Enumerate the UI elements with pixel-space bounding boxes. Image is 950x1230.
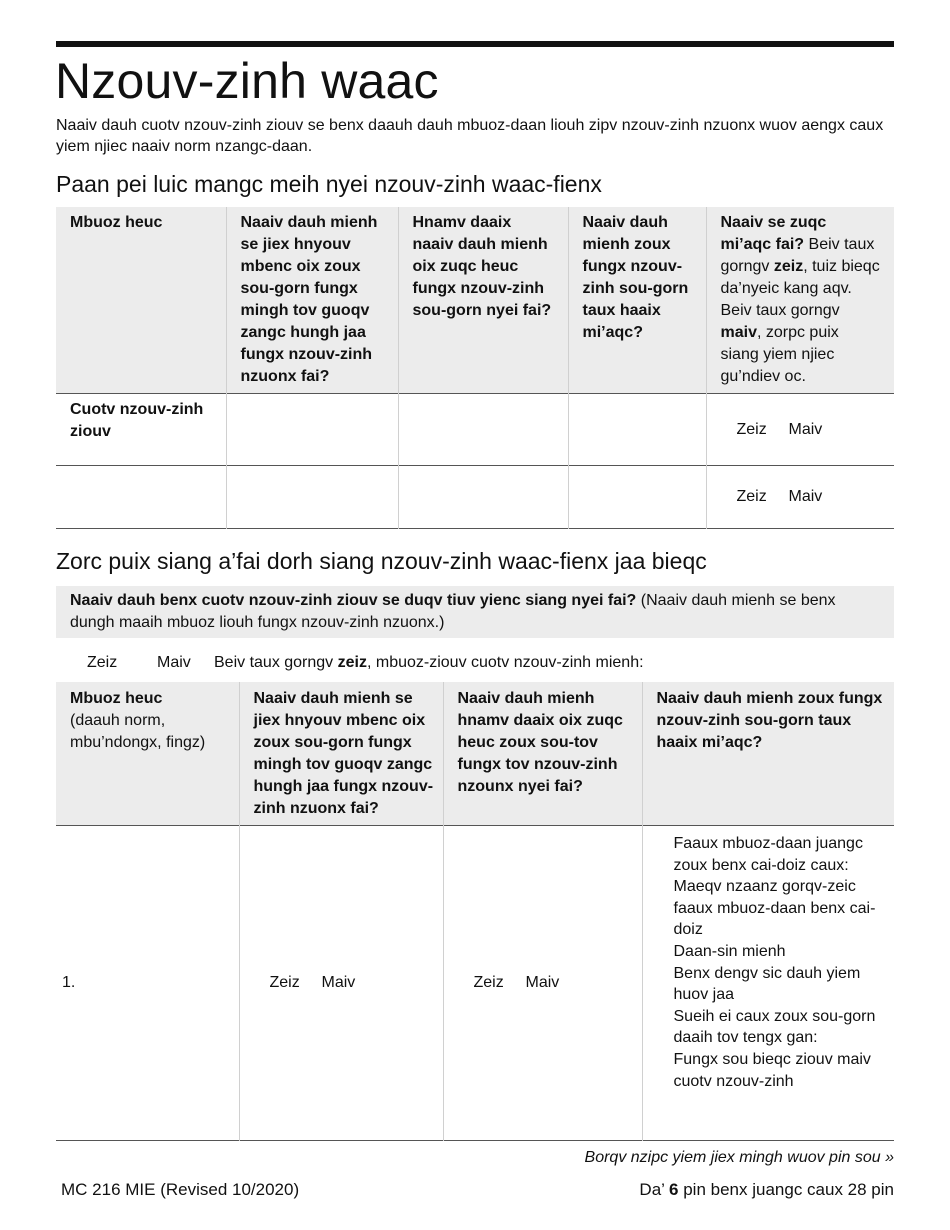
no-option[interactable]: Maiv	[788, 488, 823, 505]
row-name-cell: Cuotv nzouv-zinh ziouv	[70, 401, 204, 440]
joint-filer-question	[56, 586, 894, 638]
col-required-header: Hnamv daaix naaiv dauh mienh oix zuqc heuc fungx nzouv-zinh sou-gorn nyei fai?	[398, 207, 568, 394]
answer-instruction-1: Beiv taux gorngv	[214, 654, 338, 671]
answer-instruction-2: , mbuoz-ziouv cuotv nzouv-zinh mienh:	[366, 654, 644, 671]
dependent-instruction-1: Beiv taux gorngv	[720, 236, 875, 275]
yes-option[interactable]: Zeiz	[736, 420, 767, 438]
household-members-table	[56, 682, 894, 1141]
page-prefix: Da’	[639, 1180, 670, 1199]
table-header-row	[56, 207, 894, 394]
table-row	[56, 826, 894, 1141]
no-option[interactable]: Maiv	[157, 654, 191, 671]
filing-option-single[interactable]: Daan-sin mienh	[673, 942, 786, 960]
next-page-note: Borqv nzipc yiem jiex mingh wuov pin sou »	[584, 1149, 894, 1166]
yes-option[interactable]: Zeiz	[269, 974, 300, 991]
top-rule	[56, 41, 894, 47]
no-option[interactable]: Maiv	[321, 974, 356, 991]
col-name-header	[56, 682, 239, 826]
filing-option-married-joint[interactable]: Faaux mbuoz-daan juangc zoux benx cai-doiz caux:	[673, 835, 863, 874]
col-name-header: Mbuoz heuc	[56, 207, 226, 394]
page-title: Nzouv-zinh waac	[55, 53, 439, 109]
page-current: 6	[669, 1180, 679, 1199]
row-intend-file-choice	[239, 826, 443, 1141]
filing-option-head-of-household[interactable]: Benx dengv sic dauh yiem huov jaa	[673, 964, 861, 1004]
row-name-cell[interactable]	[56, 466, 226, 529]
row-required-cell[interactable]	[398, 466, 568, 529]
table-row	[56, 394, 894, 466]
dependent-instruction-no: maiv	[720, 324, 757, 341]
row-dependent-choice	[706, 466, 894, 529]
dependent-instruction-3: , zorpc puix siang yiem njiec gu’ndiev oc.	[720, 324, 839, 385]
row-filing-status-cell[interactable]	[568, 466, 706, 529]
income-source-table	[56, 207, 894, 529]
row-intend-file-cell[interactable]	[226, 394, 398, 466]
col-required-header: Naaiv dauh mienh hnamv daaix oix zuqc heuc zoux sou-tov fungx tov nzouv-zinh nzounx nyei fai?	[443, 682, 642, 826]
dependent-instruction-2: , tuiz bieqc da’nyeic kang aqv. Beiv taux gorngv	[720, 258, 880, 319]
col-name-hint: (daauh norm, mbu’ndongx, fingz)	[70, 712, 206, 751]
answer-instruction-bold: zeiz	[337, 654, 367, 671]
col-dependent-header	[706, 207, 894, 394]
intro-text: Naaiv dauh cuotv nzouv-zinh ziouv se benx daauh dauh mbuoz-daan liouh zipv nzouv-zinh nzuonx wuov aengx caux yiem njiec naaiv norm nzangc-daan.	[56, 117, 884, 155]
filing-option-married-separate[interactable]: Maeqv nzaanz gorqv-zeic faaux mbuoz-daan benx cai-doiz	[673, 878, 876, 939]
col-filing-status-header: Naaiv dauh mienh zoux fungx nzouv-zinh sou-gorn taux haaix mi’aqc?	[568, 207, 706, 394]
filing-option-dependent-not-filer[interactable]: Fungx sou bieqc ziouv maiv cuotv nzouv-zinh	[673, 1050, 871, 1090]
page-number	[639, 1180, 894, 1200]
no-option[interactable]: Maiv	[525, 974, 560, 991]
row-dependent-choice	[706, 394, 894, 466]
yes-option[interactable]: Zeiz	[736, 488, 767, 505]
row-number: 1.	[62, 974, 76, 991]
section1-heading: Paan pei luic mangc meih nyei nzouv-zinh waac-fienx	[56, 171, 602, 197]
joint-filer-answer	[87, 652, 644, 674]
question-note: (Naaiv dauh mienh se benx dungh maaih mbuoz liouh fungx nzouv-zinh nzuonx.)	[70, 592, 836, 631]
yes-option[interactable]: Zeiz	[473, 974, 504, 991]
page-suffix: pin benx juangc caux 28 pin	[678, 1180, 894, 1199]
col-intend-file-header: Naaiv dauh mienh se jiex hnyouv mbenc oix zoux sou-gorn fungx mingh tov guoqv zangc hungh jaa fungx nzouv-zinh nzuonx fai?	[226, 207, 398, 394]
col-name-label: Mbuoz heuc	[70, 690, 163, 707]
row-required-choice	[443, 826, 642, 1141]
section2-heading: Zorc puix siang a’fai dorh siang nzouv-zinh waac-fienx jaa bieqc	[56, 548, 707, 574]
filing-option-qualifying-widow[interactable]: Sueih ei caux zoux sou-gorn daaih tov tengx gan:	[673, 1007, 876, 1047]
col-intend-file-header: Naaiv dauh mienh se jiex hnyouv mbenc oix zoux sou-gorn fungx mingh tov guoqv zangc hungh jaa fungx nzouv-zinh nzuonx fai?	[239, 682, 443, 826]
no-option[interactable]: Maiv	[788, 420, 823, 438]
question-bold: Naaiv dauh benx cuotv nzouv-zinh ziouv se duqv tiuv yienc siang nyei fai?	[70, 592, 637, 609]
row-intend-file-cell[interactable]	[226, 466, 398, 529]
row-filing-status-cell[interactable]	[568, 394, 706, 466]
form-id: MC 216 MIE (Revised 10/2020)	[61, 1180, 300, 1199]
col-filing-status-header: Naaiv dauh mienh zoux fungx nzouv-zinh sou-gorn taux haaix mi’aqc?	[642, 682, 894, 826]
dependent-question: Naaiv se zuqc mi’aqc fai?	[720, 214, 827, 253]
dependent-instruction-yes: zeiz	[773, 258, 804, 275]
row-required-cell[interactable]	[398, 394, 568, 466]
table-header-row	[56, 682, 894, 826]
filing-status-options	[642, 826, 894, 1141]
yes-option[interactable]: Zeiz	[87, 654, 118, 671]
table-row	[56, 466, 894, 529]
